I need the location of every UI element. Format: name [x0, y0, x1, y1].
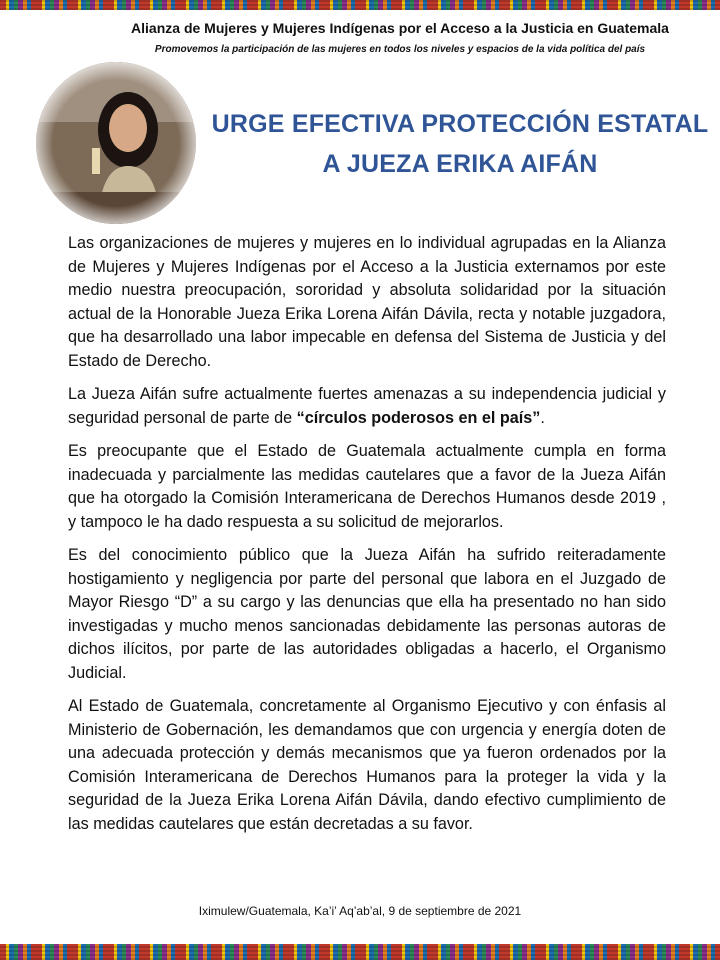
paragraph-1: Las organizaciones de mujeres y mujeres en lo individual agrupadas en la Alianza de Mujeres y Mujeres Indígenas por el Acceso a la Justicia externamos por este medio nuestra preocupación, sororidad y absoluta solidaridad por la situación actual de la Honorable Jueza Erika Lorena Aifán Dávila, recta y notable juzgadora, que ha desarrollado una labor impecable en defensa del Sistema de Justicia y del Estado de Derecho.: [68, 234, 666, 370]
headline-line-1: URGE EFECTIVA PROTECCIÓN ESTATAL: [211, 110, 709, 138]
headline: [200, 104, 720, 184]
decorative-textile-band-top: [0, 0, 720, 10]
decorative-textile-band-bottom: [0, 944, 720, 960]
statement-body: [68, 232, 666, 846]
organization-title: Alianza de Mujeres y Mujeres Indígenas por el Acceso a la Justicia en Guatemala: [131, 20, 669, 36]
organization-tagline: Promovemos la participación de las mujeres en todos los niveles y espacios de la vida política del país: [154, 44, 646, 55]
judge-portrait-photo: [36, 62, 196, 224]
paragraph-2-emphasis: “círculos poderosos en el país”: [296, 408, 541, 427]
paragraph-4: Es del conocimiento público que la Jueza Aifán ha sufrido reiteradamente hostigamiento y negligencia por parte del personal que labora en el Juzgado de Mayor Riesgo “D” a su cargo y las denuncias que ella ha presentado no han sido investigadas y mucho menos sancionadas debidamente las personas autoras de dichos ilícitos, por parte de las autoridades obligadas a hacerlo, el Organismo Judicial.: [68, 546, 666, 682]
headline-line-2: A JUEZA ERIKA AIFÁN: [322, 150, 598, 178]
paragraph-5: Al Estado de Guatemala, concretamente al Organismo Ejecutivo y con énfasis al Ministerio de Gobernación, les demandamos que con urgencia y energía doten de una adecuada protección y demás mecanismos que ya fueron ordenados por la Comisión Interamericana de Derechos Humanos para la proteger la vida y la seguridad de la Jueza Erika Lorena Aifán Dávila, dando efectivo cumplimiento de las medidas cautelares que están decretadas a su favor.: [68, 697, 666, 833]
place-and-date: Iximulew/Guatemala, Ka’i’ Aq’ab’al, 9 de septiembre de 2021: [198, 904, 522, 918]
paragraph-2-end: .: [540, 408, 545, 427]
paragraph-2: [68, 383, 666, 430]
paragraph-2-text: La Jueza Aifán sufre actualmente fuertes amenazas a su independencia judicial y seguridad personal de parte de: [68, 385, 666, 427]
paragraph-3: Es preocupante que el Estado de Guatemala actualmente cumpla en forma inadecuada y parcialmente las medidas cautelares que a favor de la Jueza Aifán que ha otorgado la Comisión Interamericana de Derechos Humanos desde 2019 , y tampoco le ha dado respuesta a su solicitud de mejorarlos.: [68, 442, 666, 531]
